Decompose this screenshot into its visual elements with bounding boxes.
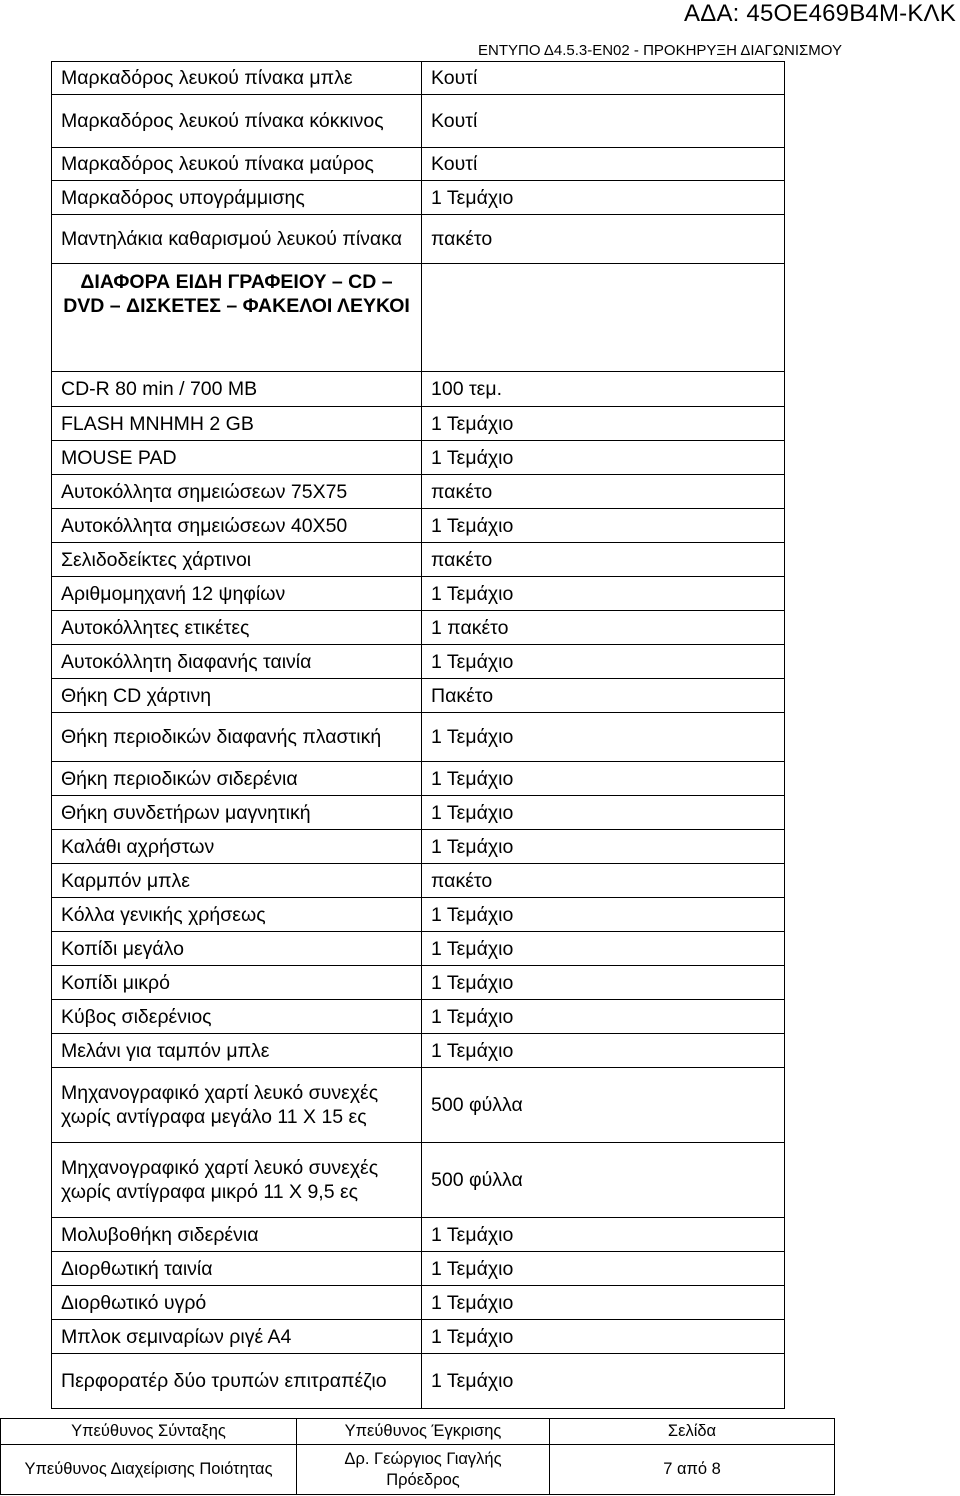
table-row [52, 407, 785, 441]
item-unit: 1 Τεμάχιο [422, 898, 785, 932]
footer-table [0, 1418, 835, 1495]
table-row [52, 645, 785, 679]
table-row [52, 95, 785, 148]
items-table-body [52, 62, 785, 1409]
item-unit: 1 Τεμάχιο [422, 1354, 785, 1409]
table-row [52, 830, 785, 864]
item-unit: 1 Τεμάχιο [422, 1000, 785, 1034]
item-unit: Πακέτο [422, 679, 785, 713]
item-name: Μαρκαδόρος λευκού πίνακα κόκκινος [52, 95, 422, 148]
item-name: FLASH ΜΝΗΜΗ 2 GB [52, 407, 422, 441]
item-name: Θήκη συνδετήρων μαγνητική [52, 796, 422, 830]
item-name: Μπλοκ σεμιναρίων ριγέ Α4 [52, 1320, 422, 1354]
item-name: MOUSE PAD [52, 441, 422, 475]
item-name: Διορθωτικό υγρό [52, 1286, 422, 1320]
item-unit: Κουτί [422, 95, 785, 148]
table-row [52, 611, 785, 645]
item-name: Μαντηλάκια καθαρισμού λευκού πίνακα [52, 215, 422, 264]
table-row [52, 1252, 785, 1286]
item-name: Μαρκαδόρος υπογράμμισης [52, 181, 422, 215]
table-row [52, 543, 785, 577]
approval-label: Υπεύθυνος Έγκρισης [297, 1419, 550, 1445]
item-unit: πακέτο [422, 475, 785, 509]
table-row [52, 932, 785, 966]
table-row [52, 372, 785, 407]
item-name: Κοπίδι μεγάλο [52, 932, 422, 966]
table-row [52, 1143, 785, 1218]
item-name: Καρμπόν μπλε [52, 864, 422, 898]
item-unit: 1 Τεμάχιο [422, 762, 785, 796]
ada-code: ΑΔΑ: 45ΟΕ469Β4Μ-ΚΛΚ [684, 0, 956, 27]
item-unit: 500 φύλλα [422, 1143, 785, 1218]
item-unit: 1 Τεμάχιο [422, 1286, 785, 1320]
item-unit: 1 Τεμάχιο [422, 830, 785, 864]
table-row [52, 1286, 785, 1320]
table-row [52, 713, 785, 762]
table-row [52, 898, 785, 932]
item-name: Αυτοκόλλητες ετικέτες [52, 611, 422, 645]
table-row [52, 679, 785, 713]
item-name: Κύβος σιδερένιος [52, 1000, 422, 1034]
item-name: Θήκη περιοδικών διαφανής πλαστική [52, 713, 422, 762]
item-name: Περφορατέρ δύο τρυπών επιτραπέζιο [52, 1354, 422, 1409]
item-unit: 1 πακέτο [422, 611, 785, 645]
item-name: CD-R 80 min / 700 MB [52, 372, 422, 407]
approver-title: Πρόεδρος [386, 1470, 460, 1489]
section-empty-cell [422, 264, 785, 372]
section-title: ΔΙΑΦΟΡΑ ΕΙΔΗ ΓΡΑΦΕΙΟΥ – CD – DVD – ΔΙΣΚΕΤΕΣ – ΦΑΚΕΛΟΙ ΛΕΥΚΟΙ [52, 264, 422, 372]
item-unit: 1 Τεμάχιο [422, 509, 785, 543]
item-name: Θήκη CD χάρτινη [52, 679, 422, 713]
table-row [52, 1034, 785, 1068]
quality-label: Υπεύθυνος Διαχείρισης Ποιότητας [1, 1445, 297, 1495]
item-unit: πακέτο [422, 215, 785, 264]
table-row [52, 1000, 785, 1034]
item-unit: 1 Τεμάχιο [422, 1252, 785, 1286]
table-row [52, 215, 785, 264]
table-row [52, 966, 785, 1000]
item-name: Καλάθι αχρήστων [52, 830, 422, 864]
table-row [52, 148, 785, 181]
item-unit: 1 Τεμάχιο [422, 645, 785, 679]
item-unit: 1 Τεμάχιο [422, 441, 785, 475]
item-name: Μηχανογραφικό χαρτί λευκό συνεχές χωρίς αντίγραφα μεγάλο 11 Χ 15 ες [52, 1068, 422, 1143]
items-table [51, 61, 785, 1409]
item-name: Διορθωτική ταινία [52, 1252, 422, 1286]
table-row [52, 796, 785, 830]
table-row [52, 475, 785, 509]
approver-name: Δρ. Γεώργιος Γιαγλής [344, 1449, 502, 1468]
composition-label: Υπεύθυνος Σύνταξης [1, 1419, 297, 1445]
item-unit: πακέτο [422, 543, 785, 577]
item-unit: 500 φύλλα [422, 1068, 785, 1143]
table-row [52, 441, 785, 475]
item-unit: πακέτο [422, 864, 785, 898]
item-unit: 100 τεμ. [422, 372, 785, 407]
form-code: ΕΝΤΥΠΟ Δ4.5.3-ΕΝ02 - ΠΡΟΚΗΡΥΞΗ ΔΙΑΓΩΝΙΣΜΟΥ [478, 42, 842, 59]
item-name: Αυτοκόλλητα σημειώσεων 75Χ75 [52, 475, 422, 509]
table-row [52, 864, 785, 898]
item-unit: 1 Τεμάχιο [422, 796, 785, 830]
item-name: Κόλλα γενικής χρήσεως [52, 898, 422, 932]
table-row [52, 509, 785, 543]
item-unit: 1 Τεμάχιο [422, 181, 785, 215]
table-row [52, 62, 785, 95]
item-name: Αριθμομηχανή 12 ψηφίων [52, 577, 422, 611]
item-unit: 1 Τεμάχιο [422, 932, 785, 966]
item-unit: 1 Τεμάχιο [422, 713, 785, 762]
item-name: Αυτοκόλλητα σημειώσεων 40Χ50 [52, 509, 422, 543]
table-row [52, 1320, 785, 1354]
item-unit: 1 Τεμάχιο [422, 1218, 785, 1252]
item-name: Θήκη περιοδικών σιδερένια [52, 762, 422, 796]
section-row [52, 264, 785, 372]
page-label: Σελίδα [550, 1419, 835, 1445]
item-unit: 1 Τεμάχιο [422, 407, 785, 441]
footer-row-labels [1, 1419, 835, 1445]
item-name: Μαρκαδόρος λευκού πίνακα μπλε [52, 62, 422, 95]
item-unit: 1 Τεμάχιο [422, 1320, 785, 1354]
item-name: Μολυβοθήκη σιδερένια [52, 1218, 422, 1252]
table-row [52, 1354, 785, 1409]
item-name: Μηχανογραφικό χαρτί λευκό συνεχές χωρίς αντίγραφα μικρό 11 Χ 9,5 ες [52, 1143, 422, 1218]
table-row [52, 762, 785, 796]
table-row [52, 1218, 785, 1252]
item-unit: 1 Τεμάχιο [422, 577, 785, 611]
table-row [52, 577, 785, 611]
item-name: Κοπίδι μικρό [52, 966, 422, 1000]
item-name: Σελιδοδείκτες χάρτινοι [52, 543, 422, 577]
item-unit: 1 Τεμάχιο [422, 966, 785, 1000]
item-name: Μαρκαδόρος λευκού πίνακα μαύρος [52, 148, 422, 181]
footer-row-values [1, 1445, 835, 1495]
item-unit: Κουτί [422, 148, 785, 181]
item-unit: 1 Τεμάχιο [422, 1034, 785, 1068]
page-value: 7 από 8 [550, 1445, 835, 1495]
item-unit: Κουτί [422, 62, 785, 95]
item-name: Αυτοκόλλητη διαφανής ταινία [52, 645, 422, 679]
item-name: Μελάνι για ταμπόν μπλε [52, 1034, 422, 1068]
table-row [52, 181, 785, 215]
table-row [52, 1068, 785, 1143]
approver-cell [297, 1445, 550, 1495]
